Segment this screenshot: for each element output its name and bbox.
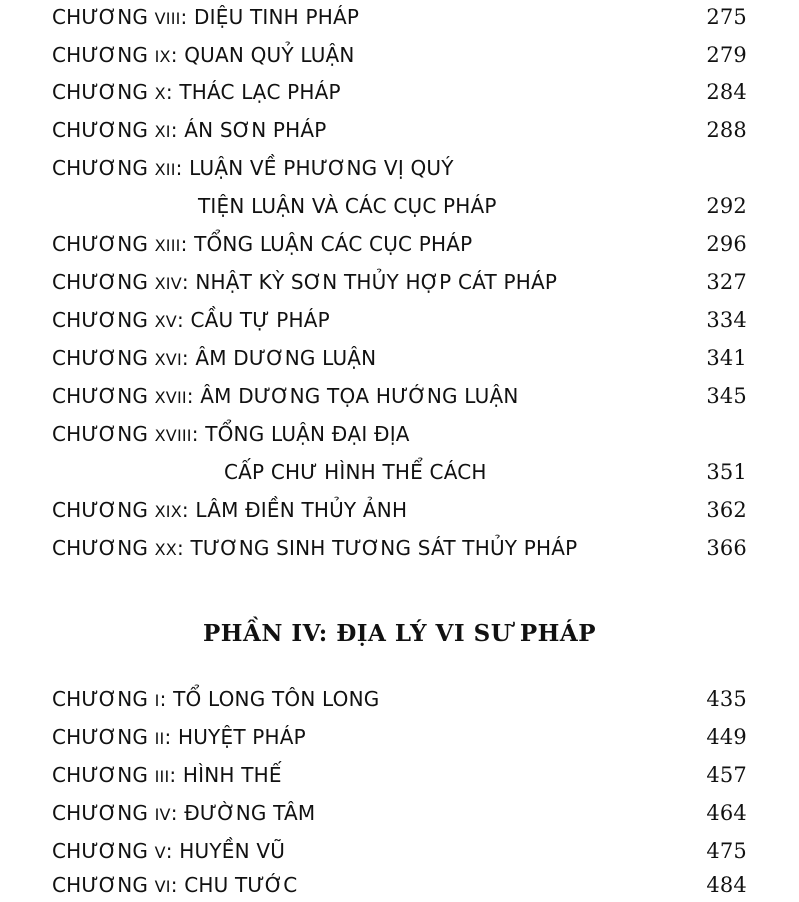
toc-entry-label: CHƯƠNG XVIII: TỔNG LUẬN ĐẠI ĐỊA	[52, 422, 410, 446]
toc-entry-chuong-ix	[52, 40, 747, 70]
toc-entry-label: CHƯƠNG VI: CHU TƯỚC	[52, 873, 298, 897]
toc-page-number: 362	[706, 498, 747, 522]
toc-entry-label: CHƯƠNG XIII: TỔNG LUẬN CÁC CỤC PHÁP	[52, 232, 473, 256]
toc-entry-chuong-v	[52, 836, 747, 866]
toc-entry-chuong-x	[52, 77, 747, 107]
toc-page-number: 475	[706, 839, 747, 863]
toc-page-number: 457	[706, 763, 747, 787]
toc-entry-label: CHƯƠNG V: HUYỀN VŨ	[52, 839, 286, 863]
toc-page-number: 288	[706, 118, 747, 142]
toc-entry-chuong-viii	[52, 2, 747, 32]
toc-entry-label: CHƯƠNG II: HUYỆT PHÁP	[52, 725, 306, 749]
toc-entry-label: CHƯƠNG IX: QUAN QUỶ LUẬN	[52, 43, 355, 67]
toc-page-number: 296	[706, 232, 747, 256]
toc-page-number: 351	[706, 460, 747, 484]
toc-entry-chuong-xi	[52, 115, 747, 145]
toc-entry-label: CHƯƠNG VIII: DIỆU TINH PHÁP	[52, 5, 360, 29]
toc-entry-chuong-xviii	[52, 419, 747, 449]
toc-entry-chuong-xii-continuation	[52, 191, 747, 221]
toc-entry-chuong-xiv	[52, 267, 747, 297]
toc-entry-chuong-xii	[52, 153, 747, 183]
toc-page-number: 292	[706, 194, 747, 218]
toc-entry-chuong-vi	[52, 870, 747, 900]
toc-entry-chuong-xx	[52, 533, 747, 563]
toc-entry-chuong-xix	[52, 495, 747, 525]
toc-entry-label: CHƯƠNG XI: ÁN SƠN PHÁP	[52, 118, 327, 142]
toc-page-number: 327	[706, 270, 747, 294]
toc-entry-label: CHƯƠNG XIX: LÂM ĐIỀN THỦY ẢNH	[52, 498, 408, 522]
toc-entry-label: CHƯƠNG XX: TƯƠNG SINH TƯƠNG SÁT THỦY PHÁP	[52, 536, 578, 560]
toc-page-number: 464	[706, 801, 747, 825]
toc-page-number: 334	[706, 308, 747, 332]
toc-page-number: 435	[706, 687, 747, 711]
toc-page-number: 341	[706, 346, 747, 370]
toc-entry-label: CHƯƠNG III: HÌNH THẾ	[52, 763, 282, 787]
toc-entry-chuong-xiii	[52, 229, 747, 259]
toc-page-number: 345	[706, 384, 747, 408]
toc-entry-label: CHƯƠNG X: THÁC LẠC PHÁP	[52, 80, 341, 104]
toc-entry-chuong-i	[52, 684, 747, 714]
toc-entry-chuong-xv	[52, 305, 747, 335]
toc-entry-chuong-iv	[52, 798, 747, 828]
toc-entry-chuong-xvi	[52, 343, 747, 373]
toc-page-number: 484	[706, 873, 747, 897]
toc-page-number: 275	[706, 5, 747, 29]
toc-page-number: 284	[706, 80, 747, 104]
toc-page-number: 279	[706, 43, 747, 67]
toc-entry-label: CHƯƠNG XII: LUẬN VỀ PHƯƠNG VỊ QUÝ	[52, 156, 454, 180]
toc-entry-label: CHƯƠNG XIV: NHẬT KỲ SƠN THỦY HỢP CÁT PHÁP	[52, 270, 558, 294]
toc-entry-chuong-ii	[52, 722, 747, 752]
toc-entry-label: CHƯƠNG XV: CẦU TỰ PHÁP	[52, 308, 330, 332]
toc-page-number: 449	[706, 725, 747, 749]
toc-entry-continuation: CẤP CHƯ HÌNH THỂ CÁCH	[224, 460, 487, 484]
toc-entry-label: CHƯƠNG IV: ĐƯỜNG TÂM	[52, 801, 316, 825]
toc-entry-label: CHƯƠNG I: TỔ LONG TÔN LONG	[52, 687, 380, 711]
toc-entry-chuong-iii	[52, 760, 747, 790]
toc-entry-label: CHƯƠNG XVI: ÂM DƯƠNG LUẬN	[52, 346, 377, 370]
toc-entry-continuation: TIỆN LUẬN VÀ CÁC CỤC PHÁP	[198, 194, 497, 218]
toc-page-number: 366	[706, 536, 747, 560]
section-heading: PHẦN IV: ĐỊA LÝ VI SƯ PHÁP	[203, 620, 596, 647]
toc-entry-chuong-xviii-continuation	[52, 457, 747, 487]
toc-entry-label: CHƯƠNG XVII: ÂM DƯƠNG TỌA HƯỚNG LUẬN	[52, 384, 519, 408]
toc-entry-chuong-xvii	[52, 381, 747, 411]
